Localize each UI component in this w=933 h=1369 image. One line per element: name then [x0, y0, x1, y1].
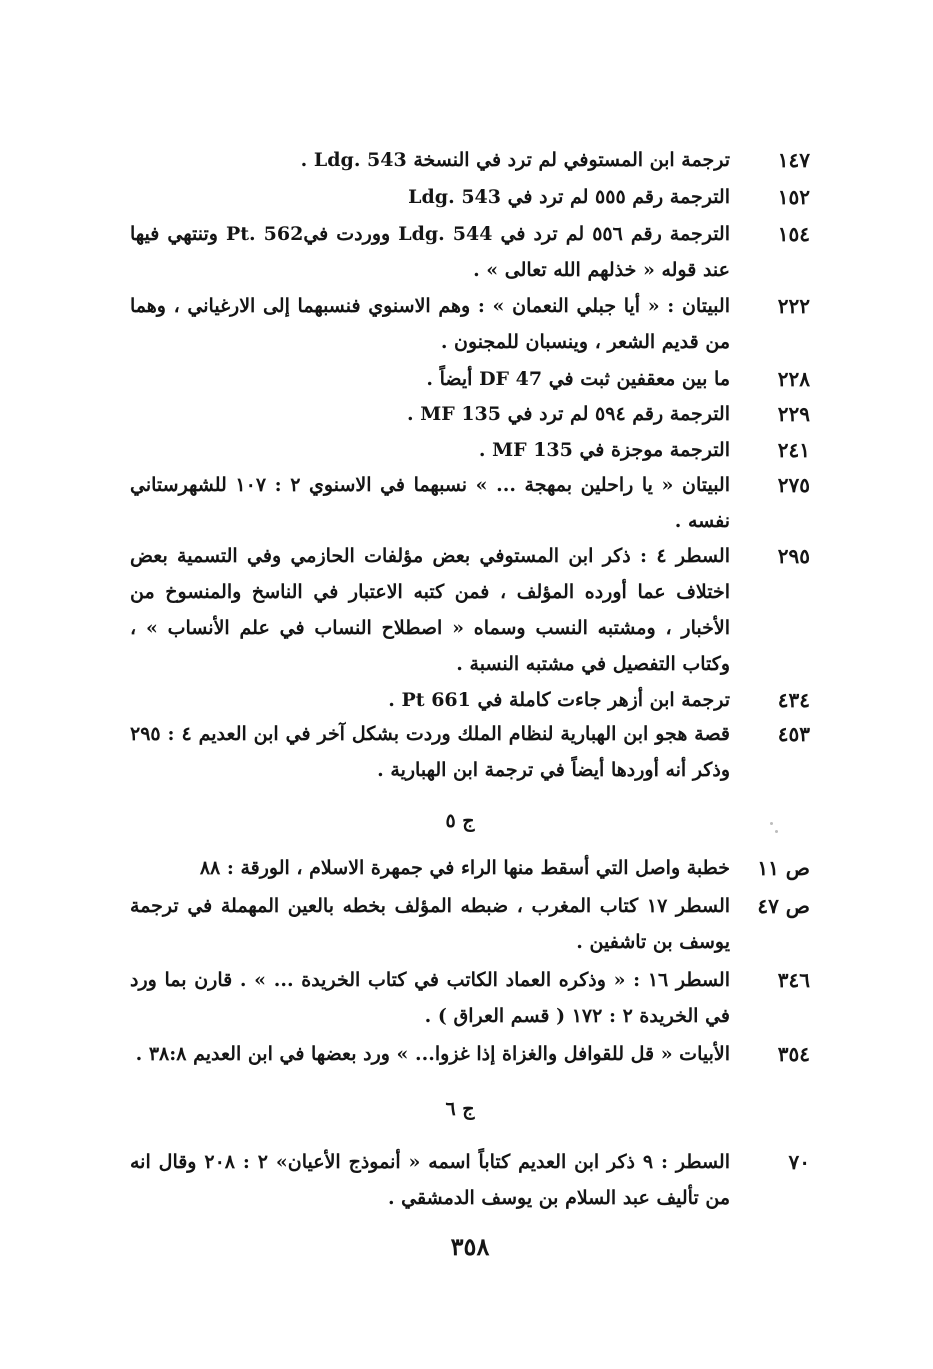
entry-number: ٣٥٤	[777, 1042, 810, 1066]
entry-number: ٢٢٢	[777, 294, 810, 318]
list-item	[130, 361, 810, 397]
entry-text: الترجمة موجزة في MF 135 .	[478, 439, 730, 461]
list-item	[130, 432, 810, 468]
entry-number: ٣٤٦	[777, 968, 810, 992]
list-item	[130, 467, 810, 539]
page-number: ٣٥٨	[450, 1232, 490, 1261]
entry-text: ما بين معقفين ثبت في DF 47 أيضاً .	[426, 368, 730, 390]
entry-text: قصة هجو ابن الهبارية لنظام الملك وردت بشكل آخر في ابن العديم ٤ : ٢٩٥ وذكر أنه أوردها أيضاً في ترجمة ابن الهبارية .	[130, 723, 731, 781]
entry-text: السطر ٤ : ذكر ابن المستوفي بعض مؤلفات الحازمي وفي التسمية بعض اختلاف عما أورده المؤلف ، فمن كتبه الاعتبار في الناسخ والمنسوخ من الأخبار ، ومشتبه النسب وسماه « اصطلاح النساب في علم الأنساب » ، وكتاب التفصيل في مشتبه النسبة .	[130, 545, 730, 675]
list-item	[130, 179, 810, 215]
list-item	[130, 716, 810, 788]
entry-number: ١٥٤	[777, 222, 810, 246]
list-item	[130, 396, 810, 432]
entry-text: السطر : ٩ ذكر ابن العديم كتاباً اسمه « أنموذج الأعيان» ٢ : ٢٠٨ وقال انه من تأليف عبد السلام بن يوسف الدمشقي .	[130, 1151, 730, 1209]
list-item	[130, 1144, 810, 1216]
list-item	[130, 1036, 810, 1072]
entry-text: الترجمة رقم ٥٥٦ لم ترد في Ldg. 544 ووردت فيPt. 562 وتنتهي فيها عند قوله « خذلهم الله تعالى » .	[130, 223, 730, 281]
entry-number: ٢٢٩	[777, 402, 810, 426]
entry-text: البيتان : « أيا جبلي النعمان » : وهم الاسنوي فنسبهما إلى الارغياني ، وهما من قديم الشعر ، وينسبان للمجنون .	[130, 295, 730, 353]
entry-text: السطر ١٧ كتاب المغرب ، ضبطه المؤلف بخطه بالعين المهملة في ترجمة يوسف بن تاشفين .	[130, 895, 731, 953]
list-item	[130, 850, 810, 886]
entry-text: خطبة واصل التي أسقط منها الراء في جمهرة الاسلام ، الورقة : ٨٨	[199, 857, 730, 879]
entry-text: ترجمة ابن أزهر جاءت كاملة في Pt 661 .	[388, 689, 730, 711]
entry-number: ١٥٢	[777, 185, 810, 209]
entry-text: الأبيات « قل للقوافل والغزاة إذا غزوا... » ورد بعضها في ابن العديم ٣٨:٨ .	[135, 1043, 730, 1065]
section-heading: ج ٦	[445, 1098, 475, 1120]
entry-number: ١٤٧	[777, 148, 810, 172]
entry-number: ٢٢٨	[777, 367, 810, 391]
list-item	[130, 682, 810, 718]
list-item	[130, 538, 810, 682]
scan-speck	[775, 830, 778, 833]
entry-number: ص ١١	[757, 856, 810, 880]
entry-number: ٤٥٣	[777, 722, 810, 746]
list-item	[130, 216, 810, 288]
entry-text: الترجمة رقم ٥٩٤ لم ترد في MF 135 .	[406, 403, 730, 425]
entry-number: ٤٣٤	[777, 688, 810, 712]
list-item	[130, 142, 810, 178]
entry-text: البيتان « يا راحلين بمهجة ... » نسبهما في الاسنوي ٢ : ١٠٧ للشهرستاني نفسه .	[130, 474, 731, 532]
list-item	[130, 888, 810, 960]
scan-speck	[770, 822, 773, 825]
entry-number: ٧٠	[788, 1150, 810, 1174]
entry-number: ٢٩٥	[777, 544, 810, 568]
list-item	[130, 962, 810, 1034]
entry-number: ٢٧٥	[777, 473, 810, 497]
entry-text: الترجمة رقم ٥٥٥ لم ترد في Ldg. 543	[408, 186, 730, 208]
entry-number: ص ٤٧	[757, 894, 810, 918]
entry-text: السطر ١٦ : « وذكره العماد الكاتب في كتاب الخريدة ... » . قارن بما ورد في الخريدة ٢ : ١٧٢ ( قسم العراق ) .	[130, 969, 730, 1027]
section-heading: ج ٥	[445, 810, 475, 832]
entry-text: ترجمة ابن المستوفي لم ترد في النسخة Ldg. 543 .	[300, 149, 730, 171]
entry-number: ٢٤١	[777, 438, 810, 462]
list-item	[130, 288, 810, 360]
